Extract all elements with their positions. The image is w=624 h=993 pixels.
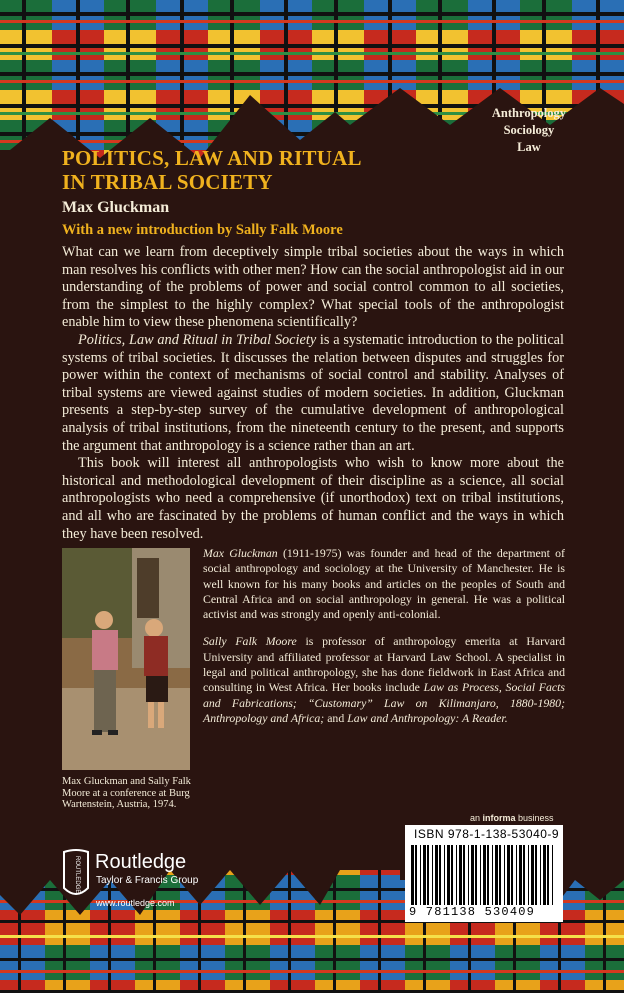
routledge-logo-text: ROUTLEDGE: [74, 856, 80, 894]
blurb-paragraph-2-text: is a systematic introduction to the political systems of tribal societies. It discusses the relation between disputes and struggles for power within the context of mechanisms of social control and stability. Analyses of tribal systems are viewed against studies of modern societies. In addition, Gluckman presents a step-by-step survey of the cumulative development of anthropological analysis of tribal institutions, from the nineteenth century to the present, and supports the argument that anthropology is a science rather than an art.: [62, 331, 564, 454]
bio-gluckman-text: (1911-1975) was founder and head of the department of social anthropology and sociology at the University of Manchester. He is well known for his many books and articles on the peoples of South and Central Africa and on social anthropology in general. He was a political activist and was strongly and openly anti-colonial.: [203, 546, 565, 622]
bio-moore-text: is professor of anthropology emerita at Harvard University and affiliated professor at Harvard Law School. A specialist in legal and political anthropology, she has done fieldwork in East Africa and consulting in West Africa. Her books include: [203, 634, 565, 695]
subject-categories: [492, 105, 566, 156]
bio-moore-books-1: Law as Process, Social Facts and Fabrications; “Customary” Law on Kilimanjaro, 1880-1980; Anthropology and Africa;: [203, 680, 565, 725]
bio-moore: [203, 634, 565, 726]
author-biographies: [203, 546, 565, 738]
bio-gluckman: [203, 546, 565, 622]
informa-brand: informa: [482, 813, 516, 823]
subject-anthropology: Anthropology: [491, 106, 566, 120]
bio-moore-books-2: Law and Anthropology: A Reader.: [347, 710, 508, 725]
blurb-text: [62, 244, 564, 543]
bio-moore-and: and: [324, 710, 348, 725]
ean-digits: 9 781138 530409: [409, 905, 536, 919]
subject-sociology: Sociology: [503, 123, 555, 137]
informa-business-note: [470, 813, 554, 823]
blurb-paragraph-3: This book will interest all anthropologists who wish to know more about the historical and methodological development of their discipline as a science, all social anthropologists who need a comprehensive (if unorthodox) text on tribal institutions, and all who are fascinated by the problems of human conflict and the ways in which they have been resolved.: [62, 455, 564, 542]
routledge-logo-icon: [62, 848, 90, 900]
bio-moore-name: Sally Falk Moore: [203, 634, 297, 649]
publisher-website: www.routledge.com: [96, 898, 175, 908]
title-line-2: IN TRIBAL SOCIETY: [62, 170, 273, 194]
blurb-paragraph-2: [62, 332, 564, 455]
book-title: [62, 146, 482, 194]
bio-gluckman-name: Max Gluckman: [203, 546, 278, 560]
informa-post: business: [515, 813, 554, 823]
publisher-group: Taylor & Francis Group: [96, 875, 199, 886]
blurb-title-italic: Politics, Law and Ritual in Tribal Society: [78, 331, 317, 348]
informa-pre: an: [470, 813, 483, 823]
author-name: Max Gluckman: [62, 199, 170, 216]
title-line-1: POLITICS, LAW AND RITUAL: [62, 146, 362, 170]
introduction-note: With a new introduction by Sally Falk Moore: [62, 222, 343, 238]
author-photo: [62, 548, 190, 770]
photo-caption: Max Gluckman and Sally Falk Moore at a conference at Burg Wartenstein, Austria, 1974.: [62, 776, 191, 810]
publisher-name: Routledge: [95, 851, 187, 873]
isbn-number: ISBN 978-1-138-53040-9: [414, 827, 560, 841]
blurb-paragraph-1: What can we learn from deceptively simple tribal societies about the ways in which man resolves his conflicts with other men? How can the social anthropologist aid in our understanding of the problems of power and social control common to all societies, from the simplest to the highly complex? What special tools of the anthropologist enable him to view these phenomena scientifically?: [62, 244, 564, 331]
subject-law: Law: [517, 140, 541, 154]
